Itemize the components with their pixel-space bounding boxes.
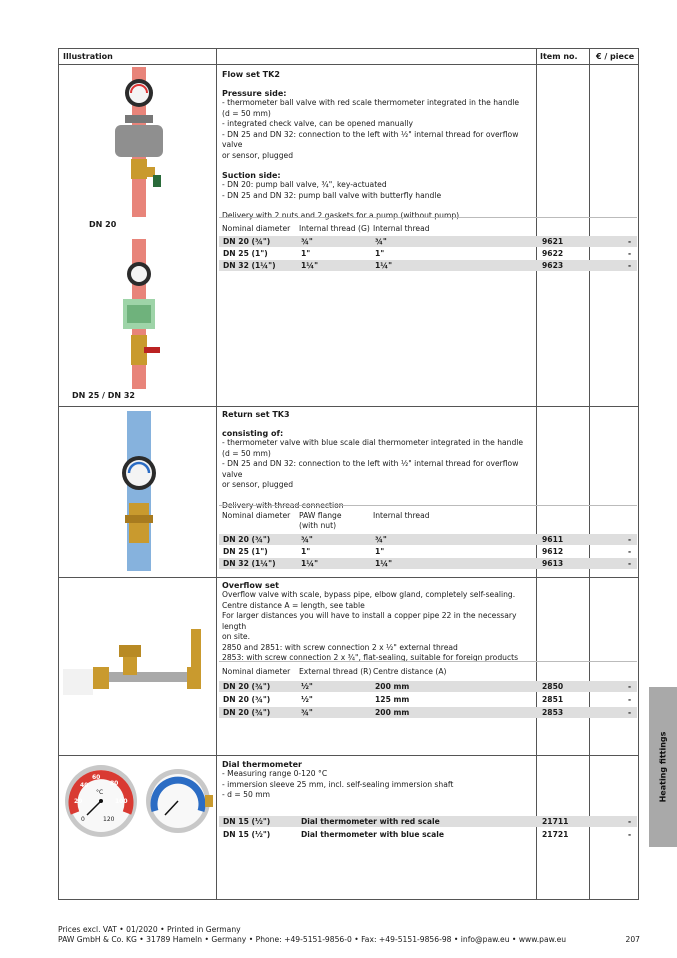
item-number: 9623 bbox=[542, 261, 564, 270]
thread-g: 1" bbox=[301, 249, 311, 258]
nominal-diameter: DN 25 (1") bbox=[223, 249, 268, 258]
tk2-label-dn25-32: DN 25 / DN 32 bbox=[72, 391, 135, 400]
nominal-diameter: DN 15 (½") bbox=[223, 830, 271, 839]
flow-set-dn25-32-image bbox=[114, 239, 164, 389]
row-divider bbox=[59, 577, 638, 578]
gauge-label: 80 bbox=[110, 780, 119, 787]
centre-distance: 200 mm bbox=[375, 682, 410, 691]
table-row bbox=[219, 558, 637, 569]
table-row bbox=[219, 707, 637, 718]
item-number: 9613 bbox=[542, 559, 564, 568]
overflow-line: 2850 and 2851: with screw connection 2 x ½" external thread bbox=[222, 642, 458, 652]
thread-g: ¾" bbox=[301, 237, 313, 246]
centre-distance: 200 mm bbox=[375, 708, 410, 717]
dial-line: - Measuring range 0-120 °C bbox=[222, 769, 328, 778]
overflow-col-ext-thread: External thread (R) bbox=[299, 667, 372, 676]
item-number: 2851 bbox=[542, 695, 564, 704]
external-thread: ½" bbox=[301, 682, 313, 691]
column-divider bbox=[589, 49, 590, 899]
overflow-divider bbox=[219, 661, 637, 662]
tk3-line: - thermometer valve with blue scale dial thermometer integrated in the handle bbox=[222, 438, 524, 447]
gauge-label: 20 bbox=[74, 798, 83, 805]
table-row bbox=[219, 829, 637, 840]
item-number: 21721 bbox=[542, 830, 569, 839]
price: - bbox=[628, 830, 632, 839]
tk2-pressure-line: - integrated check valve, can be opened manually bbox=[222, 119, 413, 128]
item-number: 9622 bbox=[542, 249, 564, 258]
item-number: 9621 bbox=[542, 237, 564, 246]
table-row bbox=[219, 260, 637, 271]
nominal-diameter: DN 20 (¾") bbox=[223, 237, 271, 246]
nominal-diameter: DN 20 (¾") bbox=[223, 535, 271, 544]
tk2-divider bbox=[219, 217, 637, 218]
item-number: 9611 bbox=[542, 535, 564, 544]
nominal-diameter: DN 20 (¾") bbox=[223, 708, 271, 717]
flange: 1" bbox=[301, 547, 311, 556]
external-thread: ½" bbox=[301, 695, 313, 704]
tk2-suction-title: Suction side: bbox=[222, 171, 281, 180]
dial-title: Dial thermometer bbox=[222, 760, 302, 769]
item-number: 2850 bbox=[542, 682, 564, 691]
thread: 1" bbox=[375, 249, 385, 258]
tk3-divider bbox=[219, 505, 637, 506]
table-row bbox=[219, 534, 637, 545]
page-number: 207 bbox=[625, 935, 640, 944]
tk2-pressure-line: - thermometer ball valve with red scale thermometer integrated in the handle bbox=[222, 98, 520, 107]
item-number: 2853 bbox=[542, 708, 564, 717]
nominal-diameter: DN 20 (¾") bbox=[223, 682, 271, 691]
column-divider bbox=[536, 49, 537, 899]
side-tab-label: Heating fittings bbox=[658, 731, 668, 803]
header-item-no: Item no. bbox=[540, 52, 578, 61]
flow-set-dn20-image bbox=[109, 67, 169, 217]
tk3-line: or sensor, plugged bbox=[222, 480, 294, 489]
dial-line: - d = 50 mm bbox=[222, 790, 271, 799]
tk2-suction-line: - DN 25 and DN 32: pump ball valve with butterfly handle bbox=[222, 190, 442, 200]
row-divider bbox=[59, 406, 638, 407]
dial-thermometer-image bbox=[63, 761, 215, 841]
tk2-col-thread: Internal thread bbox=[373, 224, 430, 233]
price: - bbox=[628, 682, 632, 691]
price: - bbox=[628, 708, 632, 717]
footer bbox=[58, 925, 566, 945]
gauge-label: 120 bbox=[103, 816, 115, 823]
table-row bbox=[219, 681, 637, 692]
gauge-label: 60 bbox=[92, 774, 101, 781]
thread-g: 1¼" bbox=[301, 261, 319, 270]
nominal-diameter: DN 25 (1") bbox=[223, 547, 268, 556]
table-row bbox=[219, 546, 637, 557]
gauge-label: 100 bbox=[115, 798, 128, 805]
overflow-col-centre: Centre distance (A) bbox=[373, 667, 447, 676]
overflow-description bbox=[222, 581, 536, 664]
product-table bbox=[58, 48, 639, 900]
nominal-diameter: DN 15 (½") bbox=[223, 817, 271, 826]
thread: ¾" bbox=[375, 535, 387, 544]
product-description: Dial thermometer with blue scale bbox=[301, 830, 445, 839]
tk3-line: (d = 50 mm) bbox=[222, 448, 271, 458]
product-description: Dial thermometer with red scale bbox=[301, 817, 440, 826]
dial-line: - immersion sleeve 25 mm, incl. self-sealing immersion shaft bbox=[222, 779, 454, 789]
return-set-image bbox=[109, 411, 169, 571]
tk2-title: Flow set TK2 bbox=[222, 70, 280, 79]
tk2-pressure-line: or sensor, plugged bbox=[222, 150, 294, 160]
overflow-set-image bbox=[63, 609, 213, 709]
thread: 1" bbox=[375, 547, 385, 556]
footer-line2: PAW GmbH & Co. KG • 31789 Hameln • Germany • Phone: +49-5151-9856-0 • Fax: +49-5151-9856-98 • info@paw.eu • www.paw.eu bbox=[58, 935, 567, 944]
centre-distance: 125 mm bbox=[375, 695, 410, 704]
overflow-line: Centre distance A = length, see table bbox=[222, 600, 365, 610]
tk2-col-nominal: Nominal diameter bbox=[222, 224, 291, 233]
tk3-line: - DN 25 and DN 32: connection to the left with ½" internal thread for overflow valve bbox=[222, 459, 519, 479]
tk2-pressure-line: - DN 25 and DN 32: connection to the left with ½" internal thread for overflow valve bbox=[222, 129, 519, 149]
side-tab-heating-fittings bbox=[649, 687, 677, 847]
tk3-col-nominal: Nominal diameter bbox=[222, 511, 291, 520]
item-number: 21711 bbox=[542, 817, 569, 826]
price: - bbox=[628, 249, 632, 258]
gauge-label: °C bbox=[96, 789, 104, 796]
table-row bbox=[219, 248, 637, 259]
thread: ¾" bbox=[375, 237, 387, 246]
overflow-title: Overflow set bbox=[222, 581, 279, 590]
tk3-delivery: Delivery with thread connection bbox=[222, 500, 344, 510]
tk3-col-flange: PAW flange (with nut) bbox=[299, 511, 342, 530]
price: - bbox=[628, 559, 632, 568]
header-illustration: Illustration bbox=[63, 52, 113, 61]
table-row bbox=[219, 236, 637, 247]
price: - bbox=[628, 535, 632, 544]
gauge-label: 40 bbox=[80, 782, 89, 789]
gauge-label: 0 bbox=[81, 816, 85, 823]
tk3-description bbox=[222, 410, 536, 511]
tk2-col-thread-g: Internal thread (G) bbox=[299, 224, 370, 233]
nominal-diameter: DN 32 (1¼") bbox=[223, 559, 276, 568]
overflow-line: 2853: with screw connection 2 x ¾", flat-sealing, suitable for foreign products bbox=[222, 653, 519, 662]
footer-line1: Prices excl. VAT • 01/2020 • Printed in Germany bbox=[58, 925, 241, 934]
thread: 1¼" bbox=[375, 559, 393, 568]
overflow-col-nominal: Nominal diameter bbox=[222, 667, 291, 676]
tk2-pressure-title: Pressure side: bbox=[222, 89, 287, 98]
tk2-label-dn20: DN 20 bbox=[89, 220, 117, 229]
row-divider bbox=[59, 755, 638, 756]
thread: 1¼" bbox=[375, 261, 393, 270]
price: - bbox=[628, 695, 632, 704]
dial-description bbox=[222, 760, 536, 801]
overflow-line: For larger distances you will have to install a copper pipe 22 in the necessary length bbox=[222, 611, 517, 631]
price: - bbox=[628, 237, 632, 246]
overflow-line: Overflow valve with scale, bypass pipe, elbow gland, completely self-sealing. bbox=[222, 590, 516, 599]
table-row bbox=[219, 816, 637, 827]
tk2-description bbox=[222, 70, 536, 222]
nominal-diameter: DN 32 (1¼") bbox=[223, 261, 276, 270]
table-row bbox=[219, 694, 637, 705]
nominal-diameter: DN 20 (¾") bbox=[223, 695, 271, 704]
header-price: € / piece bbox=[596, 52, 635, 61]
tk2-pressure-line: (d = 50 mm) bbox=[222, 108, 271, 118]
tk3-col-thread: Internal thread bbox=[373, 511, 430, 520]
price: - bbox=[628, 547, 632, 556]
column-divider bbox=[216, 49, 217, 899]
row-divider bbox=[59, 64, 638, 65]
overflow-line: on site. bbox=[222, 632, 251, 641]
tk2-delivery: Delivery with 2 nuts and 2 gaskets for a pump (without pump) bbox=[222, 211, 460, 220]
flange: 1¼" bbox=[301, 559, 319, 568]
external-thread: ¾" bbox=[301, 708, 313, 717]
price: - bbox=[628, 261, 632, 270]
tk2-suction-line: - DN 20: pump ball valve, ¾", key-actuated bbox=[222, 180, 387, 189]
price: - bbox=[628, 817, 632, 826]
tk3-title: Return set TK3 bbox=[222, 410, 290, 419]
tk3-consisting-title: consisting of: bbox=[222, 429, 284, 438]
flange: ¾" bbox=[301, 535, 313, 544]
item-number: 9612 bbox=[542, 547, 564, 556]
